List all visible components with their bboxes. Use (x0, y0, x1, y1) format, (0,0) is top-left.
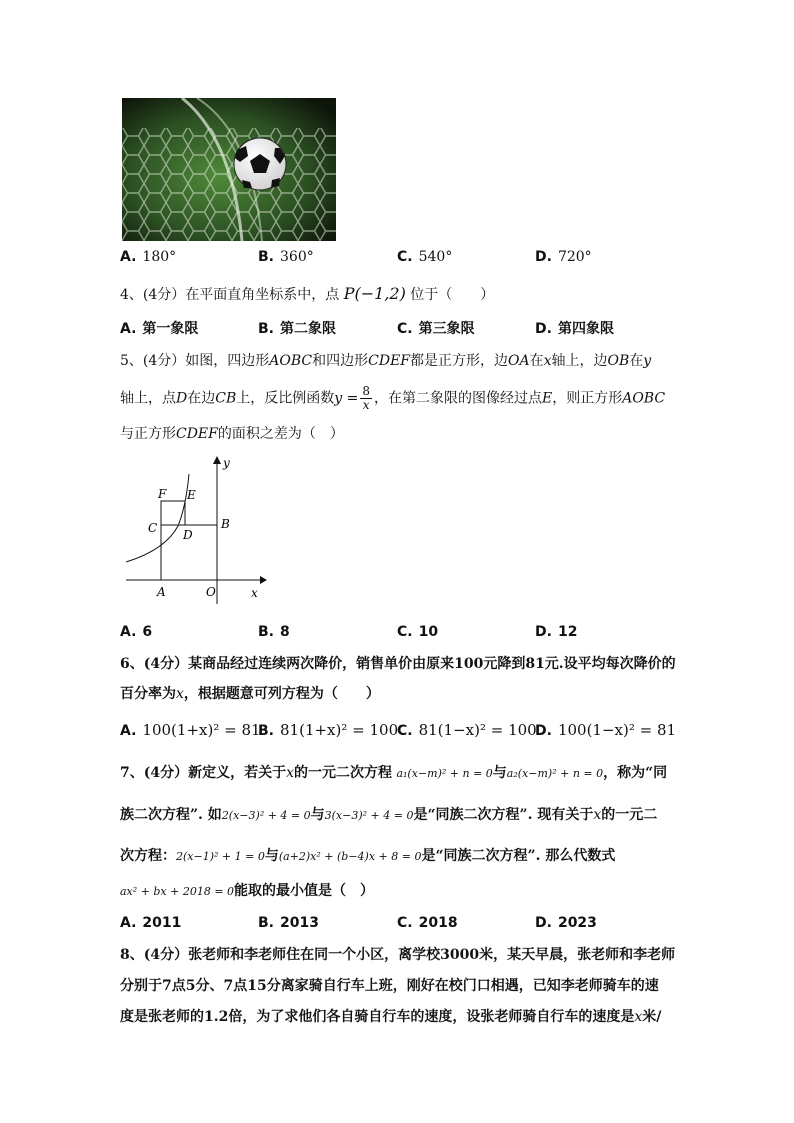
option-text: 81(1+x)² = 100 (280, 721, 399, 739)
option-text: 81(1−x)² = 100 (418, 721, 537, 739)
label-x: x (251, 586, 258, 600)
math: OB (607, 353, 630, 369)
option-label: A. (120, 723, 137, 739)
option-text: 第四象限 (557, 321, 614, 337)
math: 3(x−3)² + 4 = 0 (324, 809, 414, 822)
text: 5、(4分）如图，四边形 (120, 353, 270, 369)
math: CDEF (176, 426, 218, 442)
q4-option-c (397, 319, 475, 339)
math: D (176, 390, 188, 407)
text: 与 (264, 848, 279, 864)
q4-stem (120, 284, 494, 305)
q3-option-b (258, 247, 314, 267)
option-label: D. (535, 915, 552, 931)
option-text: 第一象限 (142, 321, 199, 337)
q4-point: P(−1,2) (343, 284, 406, 303)
math: x (286, 765, 295, 781)
label-O: O (206, 585, 216, 599)
q4-suffix: 位于（ ） (410, 287, 495, 303)
square-hyperbola-diagram (120, 454, 270, 604)
option-label: B. (258, 624, 274, 640)
q4-option-d (535, 319, 614, 339)
fraction (360, 385, 372, 412)
text: 在 (529, 353, 544, 369)
math: 2(x−1)² + 1 = 0 (176, 850, 265, 863)
text: 和四边形 (312, 353, 369, 369)
q6-option-c (397, 720, 537, 741)
math: a₂(x−m)² + n = 0 (506, 767, 604, 780)
option-label: D. (535, 249, 552, 265)
q7-option-b (258, 913, 319, 933)
q7-line-2 (120, 805, 657, 826)
text: 百分率为 (120, 686, 176, 702)
q4-option-b (258, 319, 336, 339)
option-label: B. (258, 321, 274, 337)
text: ，在第二象限的图像经过点 (373, 390, 542, 407)
math: (a+2)x² + (b−4)x + 8 = 0 (278, 850, 422, 863)
q7-option-a (120, 913, 181, 933)
option-label: B. (258, 249, 274, 265)
q6-line-1: 6、(4分）某商品经过连续两次降价，销售单价由原来100元降到81元.设平均每次降价的 (120, 656, 676, 672)
q8-line-1: 8、(4分）张老师和李老师住在同一个小区，离学校3000米，某天早晨，张老师和李老师 (120, 947, 676, 963)
q5-option-c (397, 622, 438, 642)
math: AOBC (622, 390, 666, 407)
text: 与 (310, 807, 325, 823)
q5-line-3 (120, 424, 344, 444)
q7-line-3 (120, 846, 615, 867)
denominator: x (362, 398, 370, 412)
option-text: 2011 (142, 915, 182, 931)
label-A: A (157, 585, 166, 599)
math: y = (334, 390, 359, 407)
text: 上，反比例函数 (236, 390, 335, 407)
text: 在 (629, 353, 644, 369)
q6-line-2 (120, 684, 380, 704)
text: 米/ (642, 1009, 662, 1025)
text: 是“同族二次方程”. 那么代数式 (421, 848, 616, 864)
q5-figure (120, 454, 270, 604)
text: 轴上，点 (120, 390, 176, 407)
text: 族二次方程”. 如 (120, 807, 222, 823)
option-text: 8 (280, 624, 290, 640)
option-label: D. (535, 723, 552, 739)
label-C: C (148, 521, 158, 535)
text: ，根据题意可列方程为（ ） (183, 686, 380, 702)
q8-line-2: 分别于7点5分、7点15分离家骑自行车上班，刚好在校门口相遇，已知李老师骑车的速 (120, 978, 659, 994)
math: x (593, 807, 602, 823)
math: E (541, 390, 553, 407)
q3-option-d (535, 247, 592, 267)
option-label: C. (397, 321, 413, 337)
q7-line-4 (120, 881, 374, 902)
q8-line-3 (120, 1007, 661, 1027)
label-y: y (223, 456, 230, 470)
math: CB (215, 390, 237, 407)
q5-option-a (120, 622, 152, 642)
option-text: 6 (142, 624, 153, 640)
option-label: B. (258, 723, 274, 739)
label-E: E (187, 488, 196, 502)
label-B: B (221, 517, 230, 531)
numerator: 8 (362, 384, 370, 398)
option-text: 2023 (557, 915, 597, 931)
text: 是“同族二次方程”. 现有关于 (413, 807, 594, 823)
option-text: 2013 (280, 915, 319, 931)
q6-option-a (120, 720, 261, 741)
text: 能取的最小值是（ ） (234, 883, 375, 899)
q6-option-d (535, 720, 676, 741)
option-text: 360° (280, 249, 314, 265)
option-label: A. (120, 321, 137, 337)
q5-option-d (535, 622, 577, 642)
option-label: C. (397, 915, 413, 931)
option-label: D. (535, 624, 552, 640)
math: a₁(x−m)² + n = 0 (396, 767, 493, 780)
option-label: B. (258, 915, 274, 931)
q4-prefix: 4、(4分）在平面直角坐标系中，点 (120, 287, 340, 303)
q7-option-d (535, 913, 597, 933)
q4-option-a (120, 319, 198, 339)
label-F: F (158, 487, 167, 501)
math: y (643, 353, 652, 369)
text: ，则正方形 (552, 390, 623, 407)
q5-line-2 (120, 385, 665, 412)
text: 与 (492, 765, 507, 781)
math: ax² + bx + 2018 = 0 (120, 885, 235, 898)
text: 度是张老师的1.2倍，为了求他们各自骑自行车的速度，设张老师骑自行车的速度是 (120, 1009, 635, 1025)
option-label: C. (397, 723, 413, 739)
math: x (176, 686, 184, 702)
math: x (634, 1009, 643, 1025)
text: 的面积之差为（ ） (217, 426, 344, 442)
text: 与正方形 (120, 426, 176, 442)
option-text: 12 (557, 624, 578, 640)
text: 在边 (187, 390, 216, 407)
math: OA (508, 353, 530, 369)
option-text: 2018 (418, 915, 458, 931)
option-text: 10 (418, 624, 439, 640)
option-label: D. (535, 321, 552, 337)
q3-option-a (120, 247, 176, 267)
text: 次方程： (120, 848, 176, 864)
math: CDEF (368, 353, 411, 369)
option-label: C. (397, 624, 413, 640)
text: 都是正方形，边 (410, 353, 509, 369)
option-label: A. (120, 249, 137, 265)
option-label: C. (397, 249, 413, 265)
q5-line-1 (120, 351, 651, 371)
soccer-ball-in-net-photo (122, 98, 336, 241)
soccer-photo (122, 98, 336, 241)
text: 7、(4分）新定义，若关于 (120, 765, 287, 781)
math: 2(x−3)² + 4 = 0 (221, 809, 311, 822)
text: ，称为“同 (603, 765, 668, 781)
option-text: 540° (418, 249, 453, 265)
option-label: A. (120, 915, 137, 931)
q7-line-1 (120, 763, 667, 784)
option-text: 100(1−x)² = 81 (557, 721, 677, 739)
text: 的一元二 (601, 807, 658, 823)
option-text: 720° (557, 249, 592, 265)
option-label: A. (120, 624, 137, 640)
math: x (543, 353, 552, 369)
text: 的一元二次方程 (294, 765, 393, 781)
q7-option-c (397, 913, 458, 933)
q6-option-b (258, 720, 398, 741)
text: 轴上，边 (551, 353, 608, 369)
option-text: 180° (142, 249, 177, 265)
option-text: 第二象限 (280, 321, 336, 337)
q5-option-b (258, 622, 290, 642)
q3-option-c (397, 247, 452, 267)
option-text: 第三象限 (418, 321, 475, 337)
label-D: D (183, 528, 193, 542)
option-text: 100(1+x)² = 81 (142, 721, 261, 739)
math: AOBC (269, 353, 313, 369)
